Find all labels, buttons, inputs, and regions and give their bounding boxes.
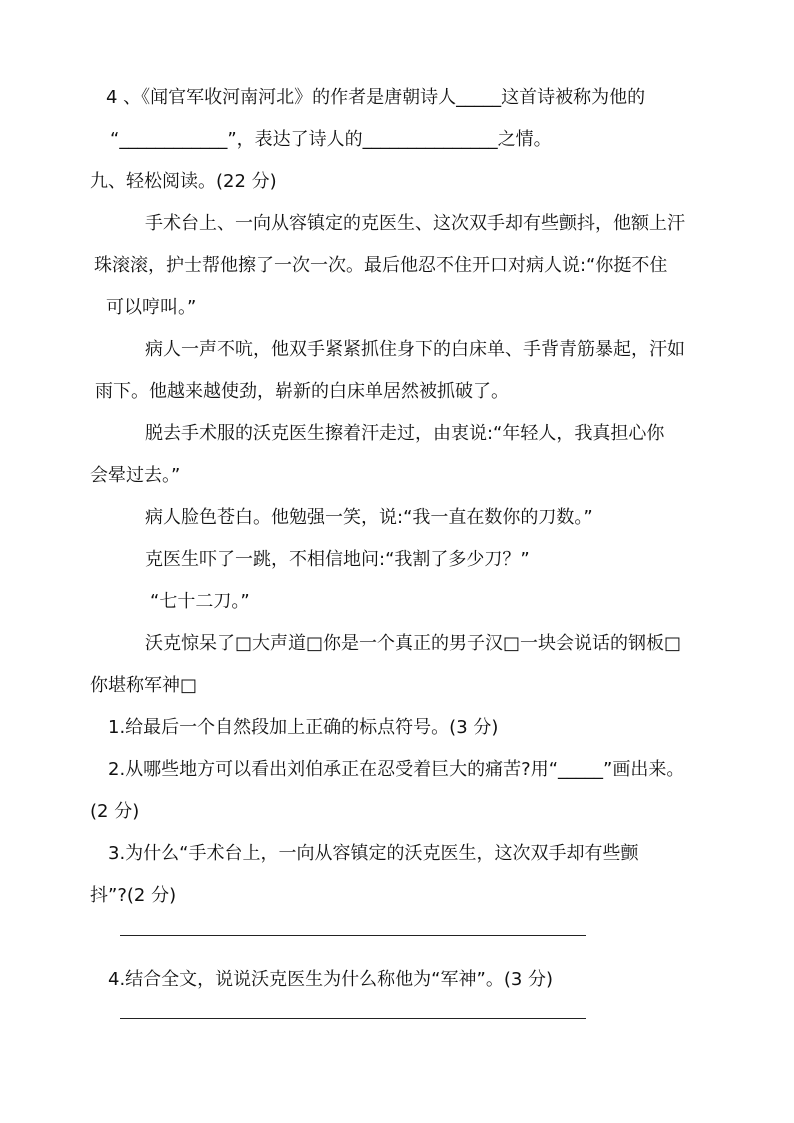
reading-question-1: 1.给最后一个自然段加上正确的标点符号。(3 分) [108, 717, 499, 738]
question-4-line-2: “____________”，表达了诗人的_______________之情。 [110, 129, 552, 150]
reading-question-2-line-2: (2 分) [90, 801, 140, 822]
reading-question-4: 4.结合全文，说说沃克医生为什么称他为“军神”。(3 分) [108, 969, 554, 990]
reading-question-3-line-1: 3.为什么“手术台上，一向从容镇定的沃克医生，这次双手却有些颤 [108, 843, 639, 864]
passage-paragraph-7-line-1: 沃克惊呆了□大声道□你是一个真正的男子汉□一块会说话的钢板□ [145, 633, 682, 654]
passage-paragraph-3-line-2: 会晕过去。” [90, 465, 181, 486]
passage-paragraph-7-line-2: 你堪称军神□ [90, 675, 198, 696]
passage-paragraph-2-line-1: 病人一声不吭，他双手紧紧抓住身下的白床单、手背青筋暴起，汗如 [145, 339, 685, 360]
passage-paragraph-2-line-2: 雨下。他越来越使劲，崭新的白床单居然被抓破了。 [95, 381, 509, 402]
section-title: 九、轻松阅读。(22 分) [90, 171, 277, 192]
reading-question-2-line-1: 2.从哪些地方可以看出刘伯承正在忍受着巨大的痛苦?用“_____”画出来。 [108, 759, 685, 780]
passage-paragraph-5: 克医生吓了一跳，不相信地问:“我割了多少刀？” [145, 549, 530, 570]
passage-paragraph-4: 病人脸色苍白。他勉强一笑，说:“我一直在数你的刀数。” [145, 507, 593, 528]
passage-paragraph-3-line-1: 脱去手术服的沃克医生擦着汗走过，由衷说:“年轻人，我真担心你 [145, 423, 665, 444]
passage-paragraph-1-line-3: 可以哼叫。” [106, 297, 197, 318]
question-4-line-1: 4 、《闻官军收河南河北》的作者是唐朝诗人_____这首诗被称为他的 [106, 87, 646, 108]
reading-question-3-line-2: 抖”?(2 分) [90, 885, 177, 906]
answer-line-question-4[interactable] [120, 1018, 586, 1019]
passage-paragraph-1-line-2: 珠滚滚，护士帮他擦了一次一次。最后他忍不住开口对病人说:“你挺不住 [94, 255, 668, 276]
passage-paragraph-1-line-1: 手术台上、一向从容镇定的克医生、这次双手却有些颤抖，他额上汗 [145, 213, 685, 234]
answer-line-question-3[interactable] [120, 935, 586, 936]
passage-paragraph-6: “七十二刀。” [150, 591, 250, 612]
